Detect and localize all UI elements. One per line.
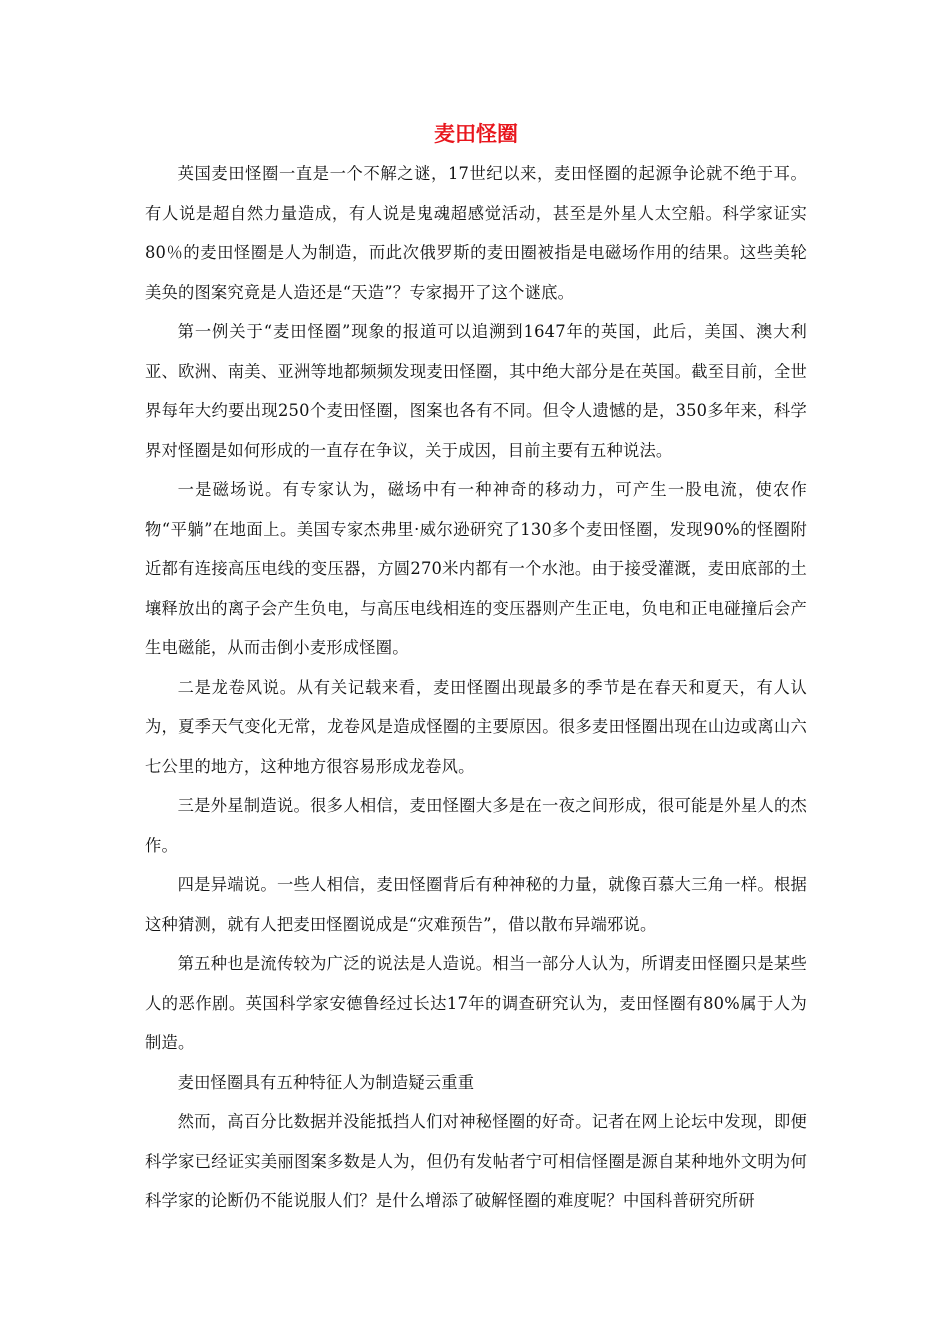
article-title: 麦田怪圈 [434, 122, 518, 146]
document-page [145, 118, 807, 1221]
paragraph-intro: 英国麦田怪圈一直是一个不解之谜，17世纪以来，麦田怪圈的起源争论就不绝于耳。有人说是超自然力量造成，有人说是鬼魂超感觉活动，甚至是外星人太空船。科学家证实80％的麦田怪圈是人为制造，而此次俄罗斯的麦田圈被指是电磁场作用的结果。这些美轮美奂的图案究竟是人造还是“天造”？专家揭开了这个谜底。 [145, 164, 807, 302]
paragraph-alien-theory: 三是外星制造说。很多人相信，麦田怪圈大多是在一夜之间形成，很可能是外星人的杰作。 [145, 796, 807, 855]
paragraph-magnetic-theory: 一是磁场说。有专家认为，磁场中有一种神奇的移动力，可产生一股电流，使农作物“平躺”在地面上。美国专家杰弗里·威尔逊研究了130多个麦田怪圈，发现90%的怪圈附近都有连接高压电线的变压器，方圆270米内都有一个水池。由于接受灌溉，麦田底部的土壤释放出的离子会产生负电，与高压电线相连的变压器则产生正电，负电和正电碰撞后会产生电磁能，从而击倒小麦形成怪圈。 [145, 480, 807, 657]
paragraph-history: 第一例关于“麦田怪圈”现象的报道可以追溯到1647年的英国，此后，美国、澳大利亚、欧洲、南美、亚洲等地都频频发现麦田怪圈，其中绝大部分是在英国。截至目前，全世界每年大约要出现250个麦田怪圈，图案也各有不同。但令人遗憾的是，350多年来，科学界对怪圈是如何形成的一直存在争议，关于成因，目前主要有五种说法。 [145, 322, 807, 460]
paragraph-continuation: 然而，高百分比数据并没能抵挡人们对神秘怪圈的好奇。记者在网上论坛中发现，即便科学家已经证实美丽图案多数是人为，但仍有发帖者宁可相信怪圈是源自某种地外文明为何科学家的论断仍不能说服人们？是什么增添了破解怪圈的难度呢？中国科普研究所研 [145, 1112, 807, 1210]
paragraph-tornado-theory: 二是龙卷风说。从有关记载来看，麦田怪圈出现最多的季节是在春天和夏天，有人认为，夏季天气变化无常，龙卷风是造成怪圈的主要原因。很多麦田怪圈出现在山边或离山六七公里的地方，这种地方很容易形成龙卷风。 [145, 677, 807, 776]
paragraph-heresy-theory: 四是异端说。一些人相信，麦田怪圈背后有种神秘的力量，就像百慕大三角一样。根据这种猜测，就有人把麦田怪圈说成是“灾难预告”，借以散布异端邪说。 [145, 875, 807, 934]
paragraph-man-made-theory: 第五种也是流传较为广泛的说法是人造说。相当一部分人认为，所谓麦田怪圈只是某些人的恶作剧。英国科学家安德鲁经过长达17年的调查研究认为，麦田怪圈有80%属于人为制造。 [145, 954, 807, 1052]
section-subheading: 麦田怪圈具有五种特征人为制造疑云重重 [177, 1072, 475, 1092]
